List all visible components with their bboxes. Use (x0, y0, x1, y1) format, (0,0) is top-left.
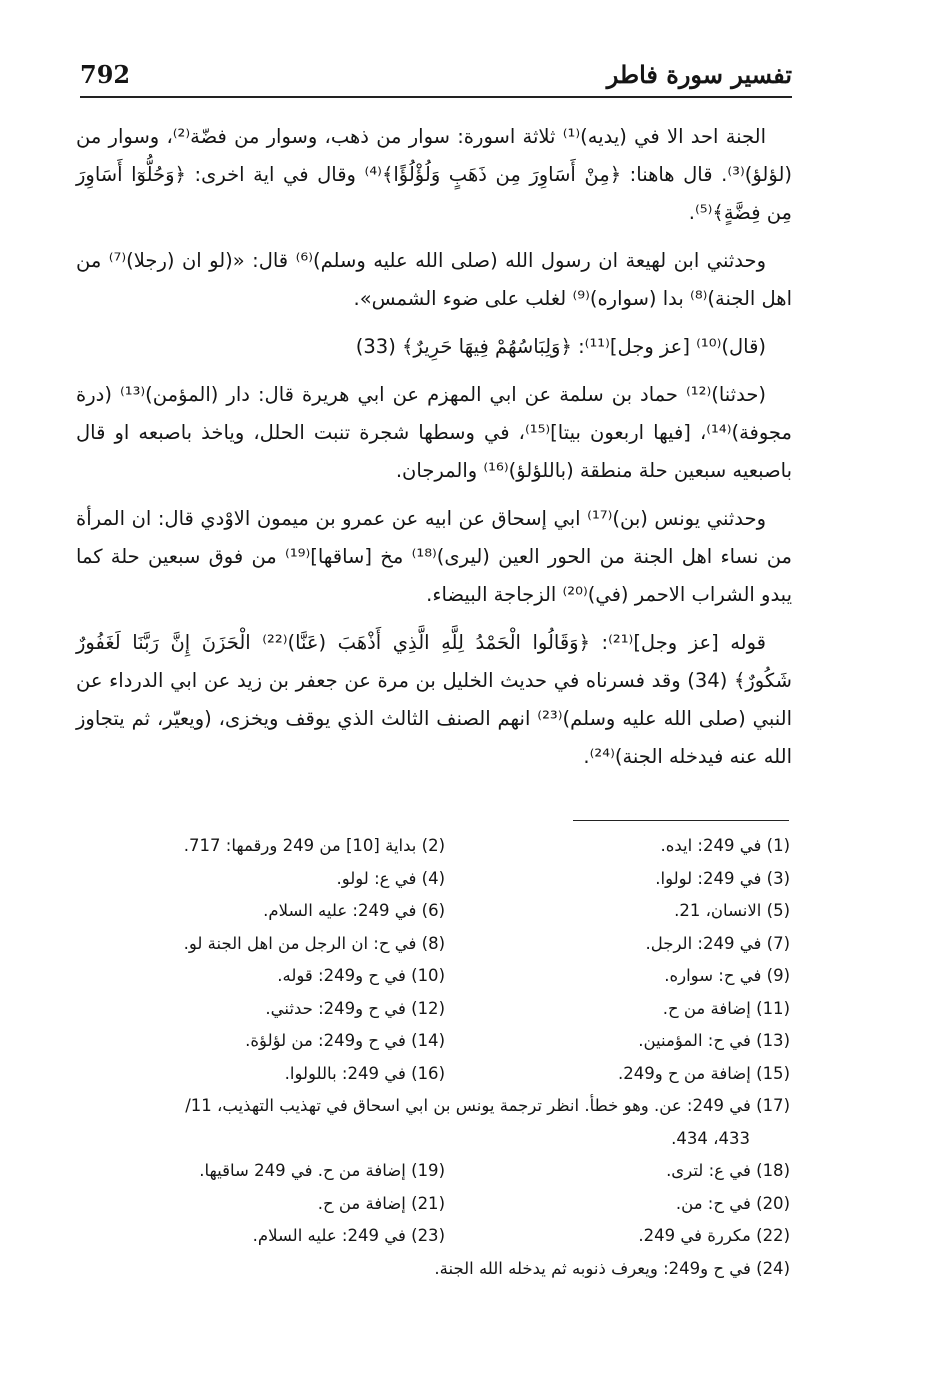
footnote: 433، 434. (671, 1128, 750, 1148)
footnote: (19) إضافة من ح. في 249 ساقيها. (199, 1161, 445, 1180)
text-line: (حدثنا)⁽¹²⁾ حماد بن سلمة عن ابي المهزم عن ابي هريرة قال: دار (226, 383, 766, 406)
header-rule (80, 96, 792, 98)
text-line: لَغَفُورٌ شَكُورٌ﴾ (34) وقد فسرناه في حديث الخليل بن مرة عن جعفر بن زيد عن (76, 631, 792, 692)
footnote: (4) في ع: لولو. (336, 868, 445, 888)
footnote: (2) بداية [10] من 249 ورقمها: 717. (183, 836, 445, 855)
footnote: (10) في ح و249: قوله. (277, 966, 445, 985)
paragraph (76, 376, 792, 490)
footnote-row (100, 1058, 790, 1091)
footnote: (5) الانسان، 21. (674, 901, 790, 920)
footnote: (13) في ح: المؤمنين. (638, 1031, 790, 1050)
paragraph (76, 328, 792, 366)
text-line: (رجلا)⁽⁷⁾ من اهل الجنة)⁽⁸⁾ بدا (سواره)⁽⁹⁾ لغلب على ضوء الشمس». (76, 249, 792, 310)
footnote: (6) في 249: عليه السلام. (263, 901, 445, 920)
text-line: وحدثني ابن لهيعة ان رسول الله (صلى الله عليه وسلم)⁽⁶⁾ قال: «(لو ان (181, 249, 766, 272)
footnote: (20) في ح: من. (675, 1193, 790, 1213)
footnote: (12) في ح و249: حدثني. (265, 998, 445, 1018)
footnote: (21) إضافة من ح. (317, 1193, 445, 1213)
footnote: (3) في 249: لولوا. (655, 868, 790, 888)
page-number: 792 (80, 60, 131, 89)
text-line: قال: ان المرأة من نساء اهل الجنة من الحور العين (ليرى)⁽¹⁸⁾ مخ [ساقها]⁽¹⁹⁾ (76, 507, 792, 568)
footnote: (14) في ح و249: من لؤلؤة. (245, 1031, 445, 1050)
footnote: (16) في 249: باللولوا. (284, 1063, 445, 1083)
paragraph (76, 242, 792, 318)
text-line: الجنة احد الا في (يديه)⁽¹⁾ ثلاثة اسورة: سوار من ذهب، وسوار من فضّة⁽²⁾، (166, 125, 766, 148)
footnote-row (100, 830, 790, 863)
footnote: (18) في ع: لترى. (666, 1161, 790, 1180)
footnote-row (100, 1090, 790, 1123)
footnote-row (100, 1025, 790, 1058)
text-line: وحدثني يونس (بن)⁽¹⁷⁾ ابي إسحاق عن ابيه عن عمرو بن ميمون الاوْدي (200, 507, 766, 530)
footnote-row (100, 1188, 790, 1221)
text-line: ابي الدرداء عن النبي (صلى الله عليه وسلم)⁽²³⁾ انهم الصنف الثالث الذي يوقف (76, 669, 792, 730)
footnote: (17) في 249: عن. وهو خطأ. انظر ترجمة يونس بن ابي اسحاق في تهذيب التهذيب، 11/ (185, 1096, 790, 1115)
footnote: (9) في ح: سواره. (664, 966, 790, 985)
footnote-row (100, 928, 790, 961)
footnote-row (100, 863, 790, 896)
text-line: (المؤمن)⁽¹³⁾ (درة مجوفة)⁽¹⁴⁾، [فيها اربعون بيتا]⁽¹⁵⁾، في وسطها شجرة تنبت (76, 383, 792, 444)
footnote: (7) في 249: الرجل. (645, 933, 790, 953)
footnote: (8) في ح: ان الرجل من اهل الجنة لو. (183, 933, 445, 953)
footnote-row (100, 993, 790, 1026)
footnote-row (100, 960, 790, 993)
footnote-row (100, 1253, 790, 1286)
text-line: (قال)⁽¹⁰⁾ [عز وجل]⁽¹¹⁾: ﴿وَلِبَاسُهُمْ فِيهَا حَرِيرٌ﴾ (33) (355, 335, 766, 358)
footnote-row (100, 895, 790, 928)
footnote: (15) إضافة من ح و249. (618, 1063, 790, 1083)
text-line: اخرى: ﴿وَحُلُّوٓا أَسَاوِرَ مِن فِضَّةٍ﴾⁽⁵⁾. (76, 163, 792, 224)
running-title: تفسير سورة فاطر (606, 60, 792, 89)
footnote: (22) مكررة في 249. (638, 1226, 790, 1245)
text-line: الحلل، وياخذ باصبعه او قال باصبعيه سبعين حلة منطقة (باللؤلؤ)⁽¹⁶⁾ والمرجان. (76, 421, 792, 482)
footnotes (100, 830, 790, 1285)
paragraph (76, 624, 792, 776)
text-line: من فوق سبعين حلة كما يبدو الشراب الاحمر (في)⁽²⁰⁾ الزجاجة البيضاء. (76, 545, 792, 606)
text-line: وسوار من (لؤلؤ)⁽³⁾. قال هاهنا: ﴿مِنْ أَسَاوِرَ مِن ذَهَبٍ وَلُؤْلُؤًا﴾⁽⁴⁾ وقال في اية (76, 125, 792, 186)
footnote-row (100, 1123, 790, 1156)
footnote: (1) في 249: ايده. (660, 836, 790, 855)
page-header (80, 58, 792, 94)
footnote: (24) في ح و249: ويعرف ذنوبه ثم يدخله الله الجنة. (434, 1258, 790, 1278)
footnote: (23) في 249: عليه السلام. (252, 1226, 445, 1245)
paragraph (76, 500, 792, 614)
text-line: قوله [عز وجل]⁽²¹⁾: ﴿وَقَالُوا الْحَمْدُ لِلَّهِ الَّذِي أَذْهَبَ (عَنَّا)⁽²²⁾ الْحَزَنَ إِنَّ رَبَّنَا (132, 631, 767, 654)
footnote-separator (573, 820, 789, 821)
paragraph (76, 118, 792, 232)
text-line: ويخزى، (ويعيّر، ثم يتجاوز الله عنه فيدخله الجنة)⁽²⁴⁾. (76, 707, 792, 768)
footnote: (11) إضافة من ح. (662, 998, 790, 1018)
footnote-row (100, 1155, 790, 1188)
footnote-row (100, 1220, 790, 1253)
main-text (76, 118, 792, 786)
